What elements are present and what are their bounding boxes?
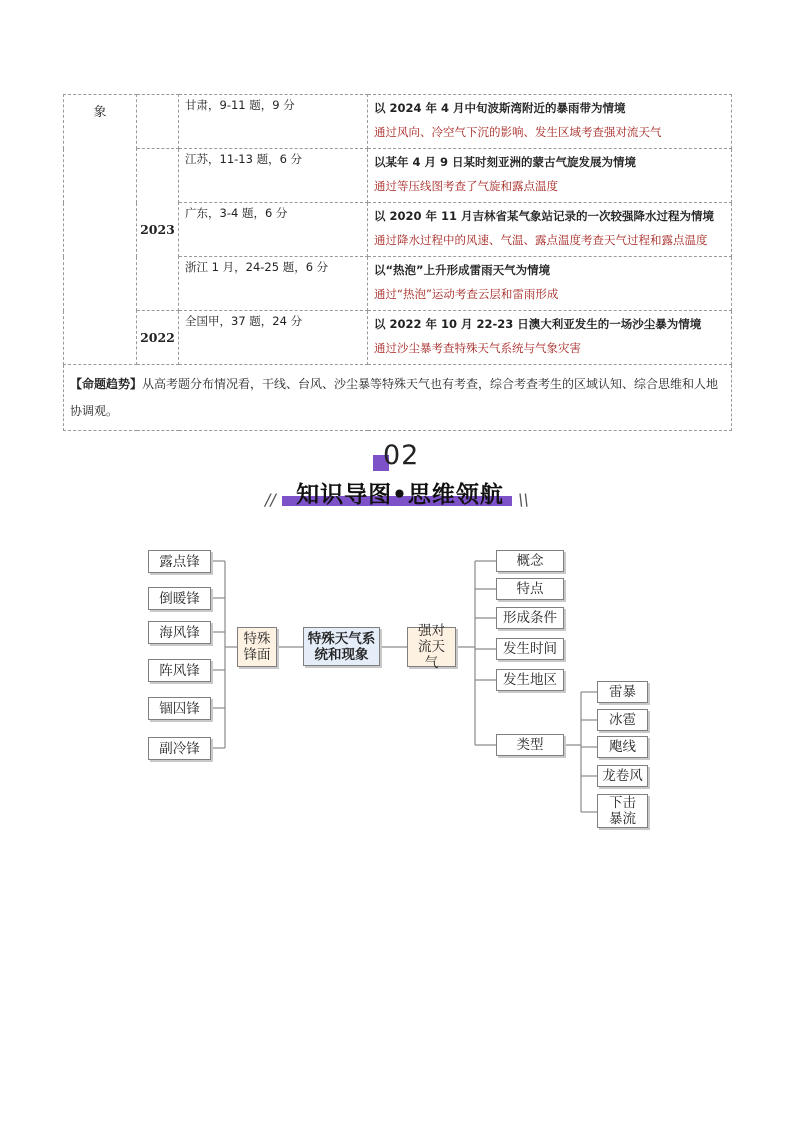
year-cell-2023: 2023 bbox=[137, 149, 179, 311]
node-occluded-front: 锢囚锋 bbox=[148, 697, 211, 720]
node-squall-line: 飑线 bbox=[597, 736, 648, 758]
source-cell: 甘肃，9-11 题，9 分 bbox=[179, 95, 368, 149]
node-special-front: 特殊锋面 bbox=[237, 627, 277, 667]
description-title: 以 2020 年 11 月吉林省某气象站记录的一次较强降水过程为情境 bbox=[374, 209, 715, 223]
node-downburst: 下击暴流 bbox=[597, 794, 648, 828]
description-title: 以“热泡”上升形成雷雨天气为情境 bbox=[374, 263, 551, 277]
description-title: 以 2022 年 10 月 22-23 日澳大利亚发生的一场沙尘暴为情境 bbox=[374, 317, 702, 331]
node-sea-breeze-front: 海风锋 bbox=[148, 621, 211, 644]
description-detail: 通过降水过程中的风速、气温、露点温度考查天气过程和露点温度 bbox=[374, 233, 708, 247]
node-formation-conditions: 形成条件 bbox=[496, 607, 564, 629]
node-thunderstorm: 雷暴 bbox=[597, 681, 648, 703]
node-types: 类型 bbox=[496, 734, 564, 756]
node-center-topic: 特殊天气系统和现象 bbox=[303, 627, 380, 666]
source-cell: 全国甲，37 题，24 分 bbox=[179, 311, 368, 365]
section-title: 知识导图•思维领航 bbox=[296, 482, 504, 508]
node-features: 特点 bbox=[496, 578, 564, 600]
source-cell: 浙江 1 月，24-25 题，6 分 bbox=[179, 257, 368, 311]
node-secondary-cold-front: 副冷锋 bbox=[148, 737, 211, 760]
trend-label: 【命题趋势】 bbox=[70, 377, 143, 391]
section-number: 02 bbox=[383, 440, 420, 471]
node-occurrence-time: 发生时间 bbox=[496, 638, 564, 660]
node-tornado: 龙卷风 bbox=[597, 765, 648, 787]
description-detail: 通过风向、冷空气下沉的影响、发生区域考查强对流天气 bbox=[374, 125, 662, 139]
description-detail: 通过“热泡”运动考查云层和雷雨形成 bbox=[374, 287, 559, 301]
category-cell: 象 bbox=[64, 95, 137, 365]
trend-text: 从高考题分布情况看，干线、台风、沙尘暴等特殊天气也有考查，综合考查考生的区域认知、综合思维和人地协调观。 bbox=[70, 377, 719, 418]
node-dew-point-front: 露点锋 bbox=[148, 550, 211, 573]
description-title: 以 2024 年 4 月中旬波斯湾附近的暴雨带为情境 bbox=[374, 101, 626, 115]
section-slash-right: \\ bbox=[518, 490, 529, 509]
node-concept: 概念 bbox=[496, 550, 564, 572]
description-detail: 通过等压线图考查了气旋和露点温度 bbox=[374, 179, 558, 193]
node-strong-convection: 强对流天气 bbox=[407, 627, 456, 667]
description-title: 以某年 4 月 9 日某时刻亚洲的蒙古气旋发展为情境 bbox=[374, 155, 637, 169]
description-detail: 通过沙尘暴考查特殊天气系统与气象灾害 bbox=[374, 341, 581, 355]
node-hail: 冰雹 bbox=[597, 709, 648, 731]
node-occurrence-region: 发生地区 bbox=[496, 669, 564, 691]
node-gust-front: 阵风锋 bbox=[148, 659, 211, 682]
year-cell-2022: 2022 bbox=[137, 311, 179, 365]
node-back-warm-front: 倒暖锋 bbox=[148, 587, 211, 610]
section-slash-left: // bbox=[265, 490, 276, 509]
source-cell: 江苏，11-13 题，6 分 bbox=[179, 149, 368, 203]
source-cell: 广东，3-4 题，6 分 bbox=[179, 203, 368, 257]
